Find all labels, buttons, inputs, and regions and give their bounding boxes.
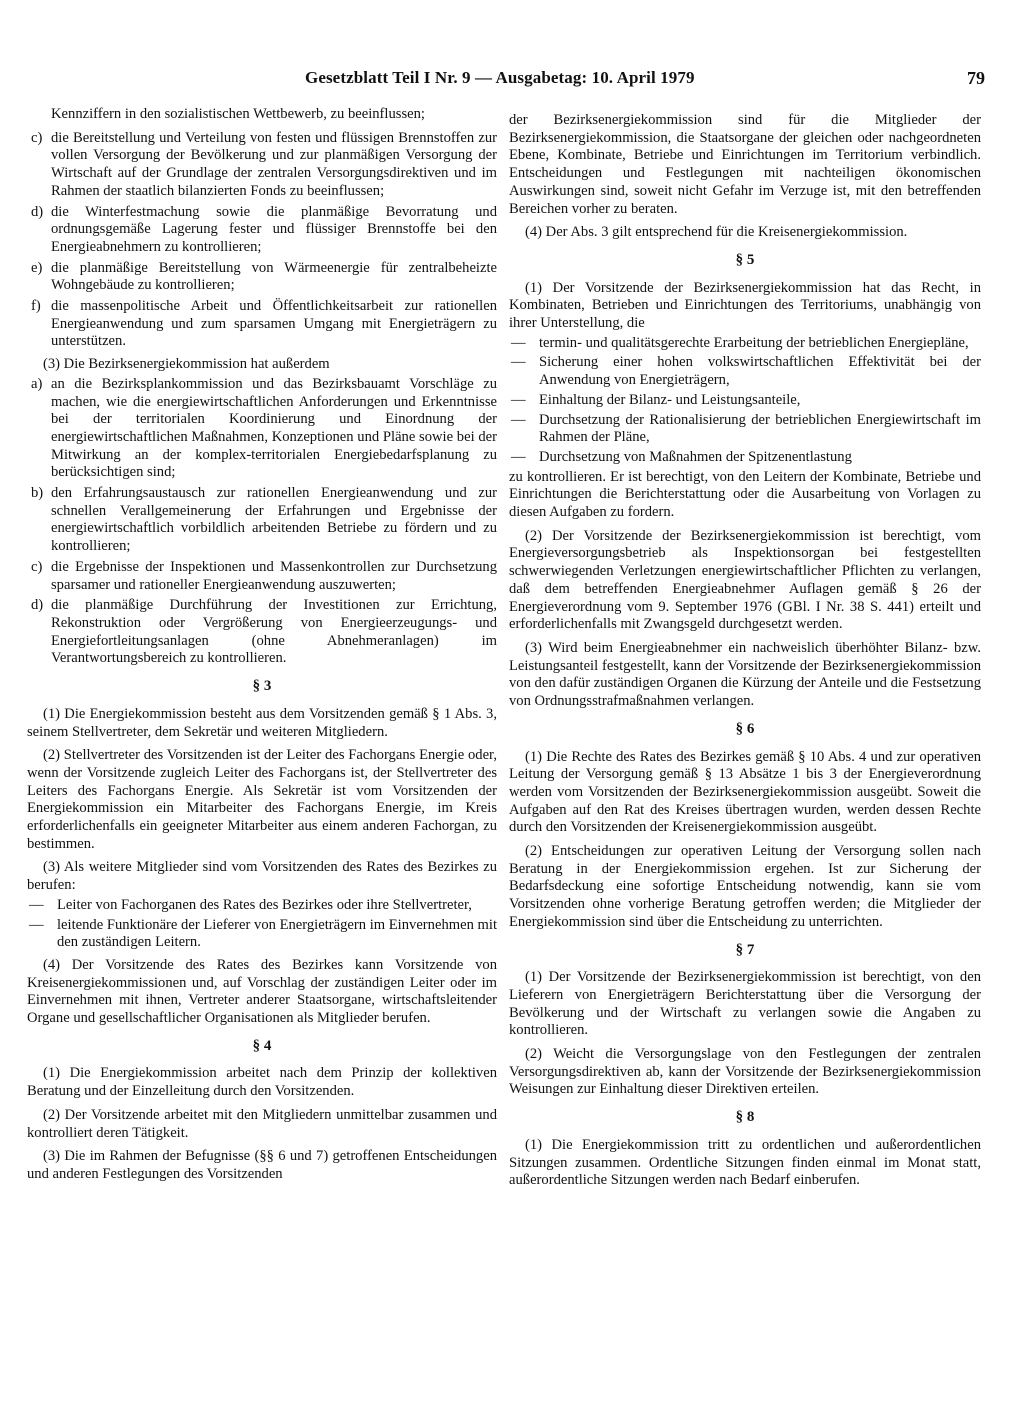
dash-label: — (511, 448, 526, 465)
item-text: an die Bezirksplankommission und das Bezirksbauamt Vorschläge zu machen, wie die energiewirtschaftlichen Anforderungen und Erkenntnisse bei der territorialen Koordinierung und Einordnung der energiewirtschaftlichen Maßnahmen, Konzeptionen und Pläne sowie bei der Mitwirkung an der komplex-territorialen Energiebedarfsplanung zu berücksichtigen sind; (51, 375, 497, 481)
dash-text: Leiter von Fachorganen des Rates des Bezirkes oder ihre Stellvertreter, (57, 896, 472, 913)
section-3-paragraph-2: (2) Stellvertreter des Vorsitzenden ist der Leiter des Fachorgans Energie oder, wenn der Vorsitzende zugleich Leiter des Fachorgans ist, der Stellvertreter des Leiters des Fachorgans Energie. Als Sekretär ist vom Vorsitzenden der Energiekommission ein Mitarbeiter des Fachorgans Energie, im Kreis erforderlichenfalls ein geeigneter Mitarbeiter aus einem anderen Fachorgan, zu bestimmen. (27, 747, 497, 852)
list-item (27, 485, 497, 556)
section-heading-5: § 5 (735, 251, 755, 268)
list-item (27, 597, 497, 668)
section-7-paragraph-1: (1) Der Vorsitzende der Bezirksenergiekommission ist berechtigt, von den Lieferern von Energieträgern Berichterstattung über die Versorgung der Bevölkerung und der Wirtschaft zu verlangen sowie die Angaben zu kontrollieren. (509, 969, 981, 1039)
section-heading-6: § 6 (735, 720, 755, 737)
item-text: die planmäßige Durchführung der Investitionen zur Errichtung, Rekonstruktion oder Vergrößerung von Energieerzeugungs- und Energiefortleitungsanlagen (ohne Abnehmeranlagen) im Verantwortungsbereich zu kontrollieren. (51, 597, 497, 667)
page-number: 79 (967, 68, 985, 88)
paragraph-3-intro: (3) Die Bezirksenergiekommission hat außerdem (43, 356, 330, 373)
item-label: c) (31, 558, 43, 575)
dash-label: — (29, 896, 44, 913)
dash-text: leitende Funktionäre der Lieferer von Energieträgern im Einvernehmen mit den zuständigen Leitern. (57, 916, 497, 951)
dash-label: — (511, 334, 526, 351)
header-title: Gesetzblatt Teil I Nr. 9 — Ausgabetag: 10. April 1979 (305, 68, 695, 87)
section-heading-7: § 7 (735, 941, 755, 958)
item-label: d) (31, 203, 44, 220)
section-4-continuation: der Bezirksenergiekommission sind für die Mitglieder der Bezirksenergiekommission, die Staatsorgane der gleichen oder nachgeordneten Ebene, Kombinate, Betriebe und Einrichtungen im Territorium verbindlich. Entscheidungen und Festlegungen mit nachteiligen ökonomischen Auswirkungen sind, soweit nicht Gefahr im Verzuge ist, mit den betreffenden Bereichen vorher zu beraten. (509, 112, 981, 217)
dash-label: — (29, 916, 44, 933)
section-5-paragraph-2: (2) Der Vorsitzende der Bezirksenergiekommission ist berechtigt, vom Energieversorgungsbetrieb als Inspektionsorgan bei festgestellten schwerwiegenden Verletzungen energiewirtschaftlicher Pflichten zu verlangen, daß dem betreffenden Energieabnehmer Auflagen gemäß § 26 der Energieverordnung vom 9. September 1976 (GBl. I Nr. 38 S. 441) erteilt und erforderlichenfalls mit Zwangsgeld durchgesetzt werden. (509, 527, 981, 633)
item-label: a) (31, 375, 43, 392)
dash-label: — (511, 391, 526, 408)
page-header (305, 68, 985, 92)
continuation-text: Kennziffern in den sozialistischen Wettbewerb, zu beeinflussen; (51, 106, 425, 122)
section-heading-8: § 8 (735, 1109, 755, 1126)
dash-item (27, 917, 497, 952)
item-label: c) (31, 129, 43, 146)
item-text: die Winterfestmachung sowie die planmäßige Bevorratung und ordnungsgemäße Lagerung fester und flüssiger Brennstoffe bei den Energieabnehmern zu kontrollieren; (51, 203, 497, 255)
dash-text: Einhaltung der Bilanz- und Leistungsanteile, (539, 391, 801, 408)
item-label: d) (31, 597, 44, 614)
item-label: b) (31, 485, 44, 502)
dash-text: Durchsetzung der Rationalisierung der betrieblichen Energiewirtschaft im Rahmen der Pläne, (539, 411, 981, 446)
section-3-paragraph-3: (3) Als weitere Mitglieder sind vom Vorsitzenden des Rates des Bezirkes zu berufen: (27, 859, 497, 894)
dash-item (509, 354, 981, 389)
dash-text: termin- und qualitätsgerechte Erarbeitung der betrieblichen Energiepläne, (539, 334, 969, 351)
dash-text: Sicherung einer hohen volkswirtschaftlichen Effektivität bei der Anwendung von Energieträgern, (539, 354, 981, 389)
item-text: die Ergebnisse der Inspektionen und Massenkontrollen zur Durchsetzung sparsamer und rationeller Energieanwendung auszuwerten; (51, 558, 497, 593)
list-item (27, 559, 497, 594)
list-item (27, 204, 497, 257)
section-6-paragraph-2: (2) Entscheidungen zur operativen Leitung der Versorgung sollen nach Beratung in der Energiekommission ergehen. Ist zur Sicherung der Bedarfsdeckung eine sofortige Entscheidung notwendig, kann sie vom Vorsitzenden ohne vorherige Beratung getroffen werden; die Mitglieder der Energiekommission sind über die Entscheidung zu unterrichten. (509, 843, 981, 930)
list-item (27, 298, 497, 351)
section-6-paragraph-1: (1) Die Rechte des Rates des Bezirkes gemäß § 10 Abs. 4 und zur operativen Leitung der Versorgung gemäß § 13 Absätze 1 bis 3 der Energieverordnung werden vom Vorsitzenden der Bezirksenergiekommission ausgeübt. Soweit die Aufgaben auf den Rat des Kreises übertragen wurden, werden dessen Rechte durch den Vorsitzenden der Kreisenergiekommission ausgeübt. (509, 748, 981, 836)
section-3-paragraph-4: (4) Der Vorsitzende des Rates des Bezirkes kann Vorsitzende von Kreisenergiekommissionen und, auf Vorschlag der zuständigen Leiter oder im Einvernehmen mit ihnen, Vertreter anderer Staatsorgane, wirtschaftsleitender Organe und gesellschaftlicher Organisationen als Mitglieder berufen. (27, 956, 497, 1027)
section-4-paragraph-4: (4) Der Abs. 3 gilt entsprechend für die Kreisenergiekommission. (525, 224, 908, 241)
item-label: f) (31, 298, 41, 315)
section-3-paragraph-1: (1) Die Energiekommission besteht aus dem Vorsitzenden gemäß § 1 Abs. 3, seinem Stellvertreter, dem Sekretär und weiteren Mitgliedern. (27, 705, 497, 740)
dash-label: — (511, 411, 526, 428)
dash-item (27, 897, 497, 915)
list-item (27, 376, 497, 482)
section-4-paragraph-2: (2) Der Vorsitzende arbeitet mit den Mitgliedern unmittelbar zusammen und kontrolliert deren Tätigkeit. (27, 1106, 497, 1141)
dash-item (509, 412, 981, 447)
dash-item (509, 335, 981, 353)
left-column (27, 106, 497, 1190)
section-7-paragraph-2: (2) Weicht die Versorgungslage von den Festlegungen der zentralen Versorgungsdirektiven ab, kann der Vorsitzende der Bezirksenergiekommission Weisungen zur Einhaltung dieser Direktiven erteilen. (509, 1046, 981, 1098)
section-8-paragraph-1: (1) Die Energiekommission tritt zu ordentlichen und außerordentlichen Sitzungen zusammen. Ordentliche Sitzungen finden einmal im Monat statt, außerordentliche Sitzungen werden nach Bedarf einberufen. (509, 1136, 981, 1189)
item-label: e) (31, 259, 43, 276)
section-5-paragraph-1: (1) Der Vorsitzende der Bezirksenergiekommission hat das Recht, in Kombinaten, Betrieben und Einrichtungen des Territoriums, unabhängig von ihrer Unterstellung, die (509, 279, 981, 332)
list-item (27, 260, 497, 295)
section-4-paragraph-3: (3) Die im Rahmen der Befugnisse (§§ 6 und 7) getroffenen Entscheidungen und anderen Festlegungen des Vorsitzenden (27, 1148, 497, 1182)
dash-text: Durchsetzung von Maßnahmen der Spitzenentlastung (539, 448, 852, 465)
item-text: die planmäßige Bereitstellung von Wärmeenergie für zentralbeheizte Wohngebäude zu kontrollieren; (51, 259, 497, 294)
section-heading-3: § 3 (252, 678, 272, 695)
item-text: die Bereitstellung und Verteilung von festen und flüssigen Brennstoffen zur vollen Versorgung der Bevölkerung und zur planmäßigen Versorgung der Wirtschaft auf der Grundlage der zentralen Versorgungsdirektiven und im Rahmen der staatlich bilanzierten Fonds zu beeinflussen; (51, 129, 497, 199)
dash-item (509, 449, 981, 467)
section-5-paragraph-1-continued: zu kontrollieren. Er ist berechtigt, von den Leitern der Kombinate, Betriebe und Einrichtungen die Berichterstattung oder die Ausarbeitung von Vorlagen zu diesen Aufgaben zu fordern. (509, 468, 981, 521)
item-text: die massenpolitische Arbeit und Öffentlichkeitsarbeit zur rationellen Energieanwendung und zum sparsamen Umgang mit Energieträgern zu unterstützen. (51, 298, 497, 350)
dash-item (509, 392, 981, 410)
list-item (27, 130, 497, 201)
dash-label: — (511, 354, 526, 371)
section-heading-4: § 4 (252, 1037, 272, 1054)
item-text: den Erfahrungsaustausch zur rationellen Energieanwendung und zur schnellen Verallgemeinerung der Erfahrungen und Ergebnisse der energiewirtschaftlich vorbildlich arbeitenden Betriebe zu fördern und zu kontrollieren; (51, 485, 497, 555)
right-column (509, 112, 981, 1196)
section-5-paragraph-3: (3) Wird beim Energieabnehmer ein nachweislich überhöhter Bilanz- bzw. Leistungsanteil festgestellt, kann der Vorsitzende der Bezirksenergiekommission von den dafür zuständigen Organen die Kürzung der Anteile und die Festsetzung von Ordnungsstrafmaßnahmen verlangen. (509, 639, 981, 710)
section-4-paragraph-1: (1) Die Energiekommission arbeitet nach dem Prinzip der kollektiven Beratung und der Einzelleitung durch den Vorsitzenden. (27, 1065, 497, 1100)
